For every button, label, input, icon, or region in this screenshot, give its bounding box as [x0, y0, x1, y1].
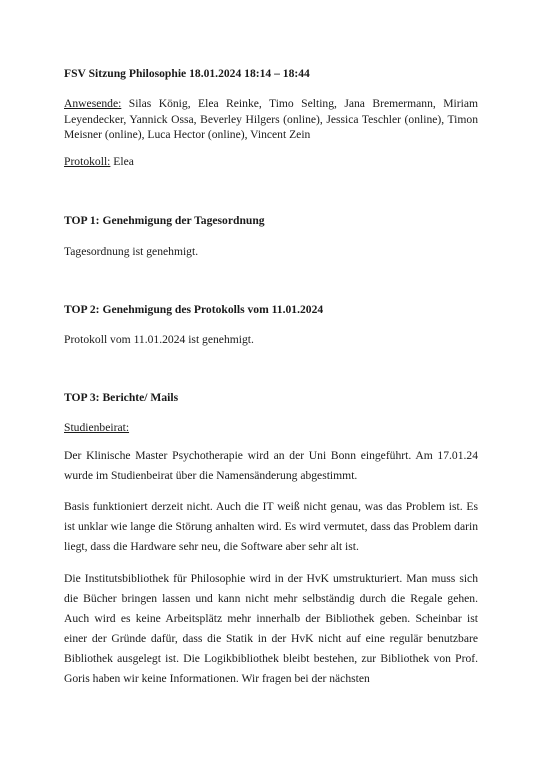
top3-paragraph-3: Die Institutsbibliothek für Philosophie wird in der HvK umstrukturiert. Man muss sich die Bücher bringen lassen und kann nicht mehr selbständig durch die Regale gehen. Auch wird es keine Arbeitsplätz mehr innerhalb der Bibliothek geben. Scheinbar ist einer der Gründe dafür, dass die Statik in der HvK nicht auf eine regulär benutzbare Bibliothek ausgelegt ist. Die Logikbibliothek bleibt bestehen, zur Bibliothek von Prof. Goris haben wir keine Informationen. Wir fragen bei der nächsten — [64, 572, 478, 685]
top2-body: Protokoll vom 11.01.2024 ist genehmigt. — [64, 333, 254, 346]
top3-paragraph-2: Basis funktioniert derzeit nicht. Auch die IT weiß nicht genau, was das Problem ist. Es ist unklar wie lange die Störung anhalten wird. Es wird vermutet, dass das Problem darin liegt, dass die Hardware sehr neu, die Software aber sehr alt ist. — [64, 500, 478, 553]
minutes-name: Elea — [110, 155, 134, 168]
top1-heading: TOP 1: Genehmigung der Tagesordnung — [64, 214, 265, 227]
attendance-label: Anwesende: — [64, 97, 122, 110]
top3-paragraph-1: Der Klinische Master Psychotherapie wird an der Uni Bonn eingeführt. Am 17.01.24 wurde im Studienbeirat über die Namensänderung abgestimmt. — [64, 449, 478, 482]
top2-heading: TOP 2: Genehmigung des Protokolls vom 11.01.2024 — [64, 303, 324, 316]
minutes-label: Protokoll: — [64, 155, 111, 168]
attendance-paragraph — [64, 96, 478, 143]
top3-heading: TOP 3: Berichte/ Mails — [64, 391, 179, 404]
top1-body: Tagesordnung ist genehmigt. — [64, 245, 199, 258]
minutes-line — [64, 154, 478, 169]
attendance-names: Silas König, Elea Reinke, Timo Selting, Jana Bremermann, Miriam Leyendecker, Yannick Ossa, Beverley Hilgers (online), Jessica Teschler (online), Timon Meisner (online), Luca Hector (online), Vincent Zein — [64, 97, 478, 142]
document-title: FSV Sitzung Philosophie 18.01.2024 18:14 – 18:44 — [64, 67, 310, 80]
top3-subheading: Studienbeirat: — [64, 421, 130, 434]
